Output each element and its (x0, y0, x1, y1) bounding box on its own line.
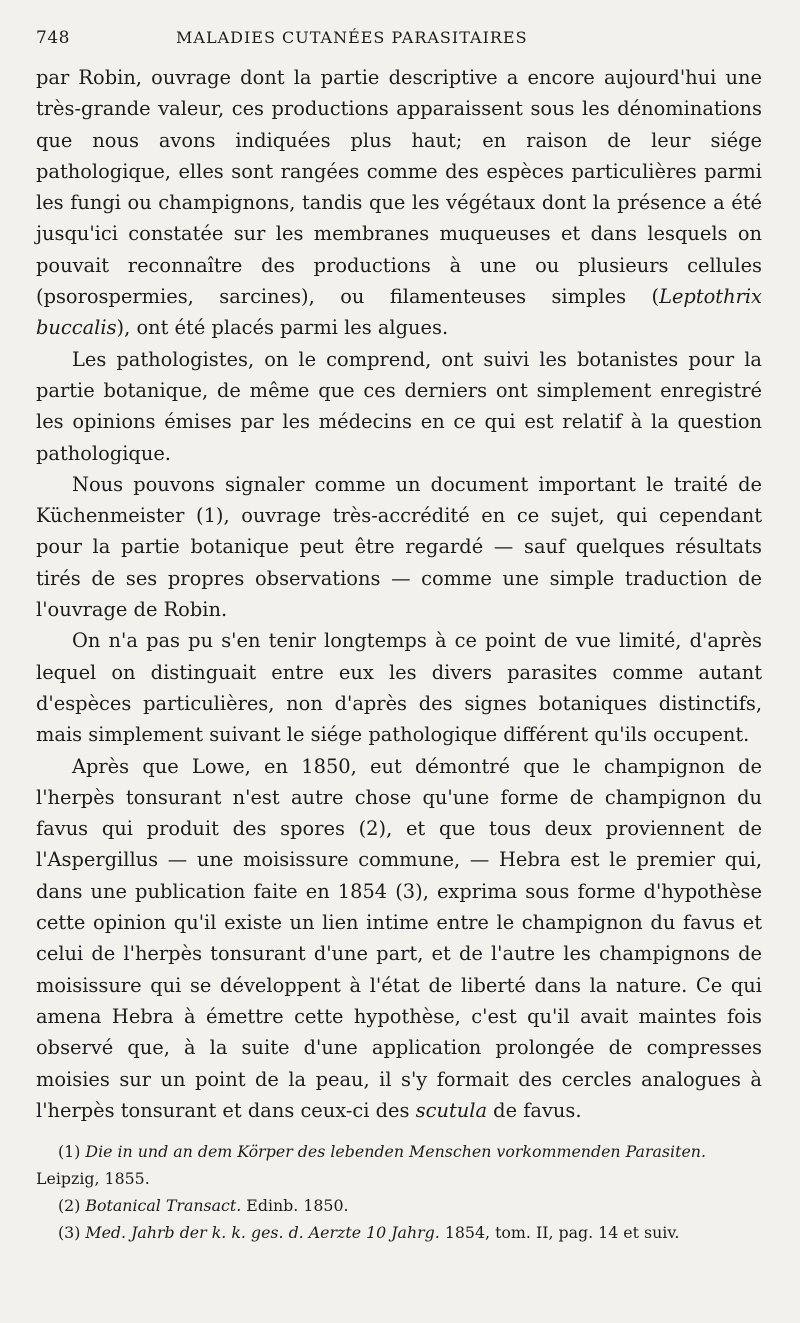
paragraph-5-text: Après que Lowe, en 1850, eut démontré que le champignon de l'herpès tonsurant n'est autre chose qu'une forme de champignon du favus qui produit des spores (2), et que tous deux proviennent de l'Aspergillus — une moisissure commune, — Hebra est le premier qui, dans une publication faite en 1854 (3), exprima sous forme d'hypothèse cette opinion qu'il existe un lien intime entre le champignon du favus et celui de l'herpès tonsurant d'une part, et de l'autre les champignons de moisissure qui se développent à l'état de liberté dans la nature. Ce qui amena Hebra à émettre cette hypothèse, c'est qu'il avait maintes fois observé que, à la suite d'une application prolongée de compresses moisies sur un point de la peau, il s'y formait des cercles analogues à l'herpès tonsurant et dans ceux-ci des (36, 754, 762, 1122)
footnote-2-mark: (2) (58, 1196, 86, 1216)
paragraph-1-text-end: ), ont été placés parmi les algues. (116, 316, 449, 340)
page-number: 748 (36, 28, 70, 48)
footnote-1-title: Die in und an dem Körper des lebenden Menschen vorkommenden Parasiten. (85, 1142, 706, 1162)
footnote-3-info: 1854, tom. II, pag. 14 et suiv. (439, 1223, 680, 1243)
paragraph-1-italic: Leptothrix buccalis (36, 285, 762, 340)
footnote-1-mark: (1) (58, 1142, 86, 1162)
footnote-2 (36, 1192, 762, 1219)
paragraph-1 (36, 62, 762, 344)
paragraph-1-text: par Robin, ouvrage dont la partie descriptive a encore aujourd'hui une très-grande valeur, ces productions apparaissent sous les dénominations que nous avons indiquées plus haut; en raison de leur siége pathologique, elles sont rangées comme des espèces particulières parmi les fungi ou champignons, tandis que les végétaux dont la présence a été jusqu'ici constatée sur les membranes muqueuses et dans lesquels on pouvait reconnaître des productions à une ou plusieurs cellules (psorospermies, sarcines), ou filamenteuses simples ( (36, 66, 762, 309)
footnote-2-info: Edinb. 1850. (241, 1196, 349, 1216)
body-text (36, 62, 762, 1126)
paragraph-3: Nous pouvons signaler comme un document important le traité de Küchenmeister (1), ouvrage très-accrédité en ce sujet, qui cependant pour la partie botanique peut être regardé — sauf quelques résultats tirés de ses propres observations — comme une simple traduction de l'ouvrage de Robin. (36, 472, 762, 622)
page-header (36, 28, 762, 62)
footnote-3-mark: (3) (58, 1223, 86, 1243)
footnotes (36, 1138, 762, 1246)
paragraph-5 (36, 751, 762, 1127)
paragraph-2: Les pathologistes, on le comprend, ont suivi les botanistes pour la partie botanique, de même que ces derniers ont simplement enregistré les opinions émises par les médecins en ce qui est relatif à la question pathologique. (36, 347, 762, 465)
paragraph-5-text-end: de favus. (487, 1098, 582, 1122)
footnote-1 (36, 1138, 762, 1192)
footnote-3 (36, 1219, 762, 1246)
footnote-3-title: Med. Jahrb der k. k. ges. d. Aerzte 10 Jahrg. (85, 1223, 440, 1243)
footnote-2-title: Botanical Transact. (85, 1196, 242, 1216)
footnote-1-info: Leipzig, 1855. (36, 1169, 150, 1189)
running-title: MALADIES CUTANÉES PARASITAIRES (176, 28, 528, 47)
paragraph-5-italic: scutula (415, 1098, 487, 1122)
paragraph-4: On n'a pas pu s'en tenir longtemps à ce point de vue limité, d'après lequel on distinguait entre eux les divers parasites comme autant d'espèces particulières, non d'après des signes botaniques distinctifs, mais simplement suivant le siége pathologique différent qu'ils occupent. (36, 629, 762, 747)
